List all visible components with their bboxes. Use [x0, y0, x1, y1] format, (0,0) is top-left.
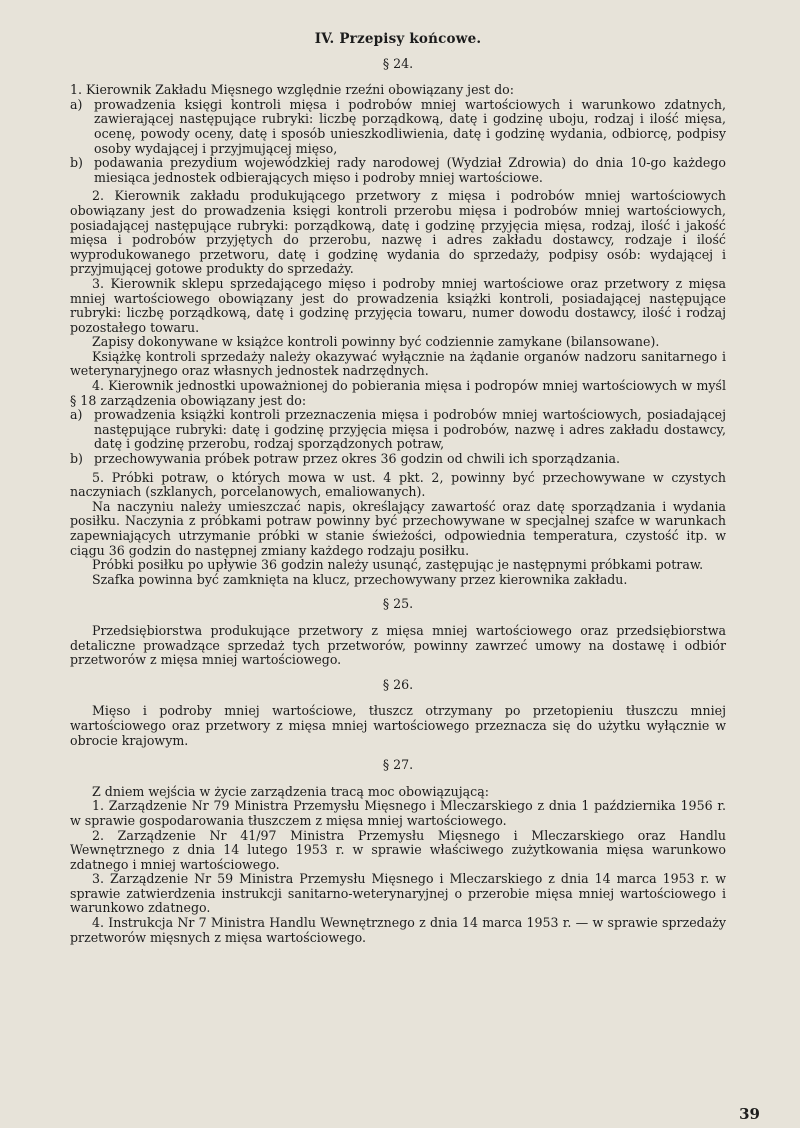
s24-p3: 3. Kierownik sklepu sprzedającego mięso i podroby mniej wartościowe oraz przetwory z mięsa mniej wartościowego obowiązany jest do prowadzenia książki kontroli, posiadającej następujące rubryki: liczbę porządkową, datę i godzinę przyjęcia towaru, numer dowodu dostawcy, ilość i rodzaj pozostałego towaru. — [70, 275, 726, 335]
s24-p4-a-text: prowadzenia książki kontroli przeznaczenia mięsa i podrobów mniej wartościowych, posiadającej następujące rubryki: datę i godzinę przyjęcia mięsa i podrobów, nazwę i adres zakładu dostawcy, datę i godzinę przerobu, rodzaj sporządzonych potraw, — [94, 407, 726, 452]
s24-p3b: Zapisy dokonywane w książce kontroli powinny być codziennie zamykane (bilansowane). — [92, 334, 660, 350]
page-number: 39 — [739, 1105, 760, 1124]
s24-p2: 2. Kierownik zakładu produkującego przetwory z mięsa i podrobów mniej wartościowych obowiązany jest do prowadzenia księgi kontroli przerobu mięsa i podrobów mniej wartościowych, posiadającej następujące rubryki: porządkową, datę i godzinę przyjęcia mięsa, rodzaj, ilość i jakość mięsa i podrobów przyjętych do przerobu, nazwę i adres zakładu dostawcy, rodzaje i ilość wyprodukowanego przetworu, datę i godzinę wydania do sprzedaży, podpisy osób: wydającej i przyjmującej gotowe produkty do sprzedaży. — [70, 188, 726, 277]
s24-p1-b-text: podawania prezydium wojewódzkiej rady narodowej (Wydział Zdrowia) do dnia 10-go każdego miesiąca jednostek odbierających mięso i podroby mniej wartościowe. — [94, 155, 726, 185]
section-26-heading: § 26. — [382, 676, 414, 692]
s27-item-1: 1. Zarządzenie Nr 79 Ministra Przemysłu Mięsnego i Mleczarskiego z dnia 1 października 1956 r. w sprawie gospodarowania tłuszczem z mięsa mniej wartościowego. — [70, 798, 726, 828]
s24-p4-b — [70, 452, 726, 467]
s24-p4-intro: 4. Kierownik jednostki upoważnionej do pobierania mięsa i podropów mniej wartościowych w myśl § 18 zarządzenia obowiązany jest do: — [70, 378, 726, 408]
s26-text: Mięso i podroby mniej wartościowe, tłuszcz otrzymany po przetopieniu tłuszczu mniej wartościowego oraz przetwory z mięsa mniej wartościowego przeznacza się do użytku wyłącznie w obrocie krajowym. — [70, 703, 726, 748]
s24-p4-b-text: przechowywania próbek potraw przez okres 36 godzin od chwili ich sporządzania. — [94, 451, 621, 467]
s27-intro: Z dniem wejścia w życie zarządzenia tracą moc obowiązującą: — [92, 783, 489, 799]
s24-p4-a-label: a) — [70, 407, 83, 423]
section-27-heading: § 27. — [382, 757, 414, 773]
s24-p4-b-label: b) — [70, 451, 83, 467]
s25-text: Przedsiębiorstwa produkujące przetwory z mięsa mniej wartościowego oraz przedsiębiorstwa detaliczne prowadzące sprzedaż tych przetworów, powinny zawrzeć umowy na dostawę i odbiór przetworów z mięsa mniej wartościowego. — [70, 622, 726, 668]
chapter-title: IV. Przepisy końcowe. — [314, 31, 482, 47]
s24-p5c: Próbki posiłku po upływie 36 godzin należy usunąć, zastępując je następnymi próbkami potraw. — [92, 557, 704, 573]
s24-p3c: Książkę kontroli sprzedaży należy okazywać wyłącznie na żądanie organów nadzoru sanitarnego i weterynaryjnego oraz własnych jednostek nadrzędnych. — [70, 348, 726, 379]
s27-item-2: 2. Zarządzenie Nr 41/97 Ministra Przemysłu Mięsnego i Mleczarskiego oraz Handlu Wewnętrznego z dnia 14 lutego 1953 r. w sprawie właściwego zużytkowania mięsa warunkowo zdatnego i mniej wartościowego. — [70, 827, 726, 872]
s24-p4-a — [70, 408, 726, 452]
s24-p1-a-text: prowadzenia księgi kontroli mięsa i podrobów mniej wartościowych i warunkowo zdatnych, zawierającej następujące rubryki: liczbę porządkową, datę i godzinę uboju, rodzaj i ilość mięsa, ocenę, powody oceny, datę i sposób unieszkodliwienia, datę i godzinę wydania, odbiorcę, podpisy osoby wydającej i przyjmującej mięso, — [94, 96, 726, 156]
s24-p1-b-label: b) — [70, 155, 83, 171]
s24-p5b: Na naczyniu należy umieszczać napis, określający zawartość oraz datę sporządzania i wydania posiłku. Naczynia z próbkami potraw powinny być przechowywane w specjalnej szafce w warunkach zapewniających utrzymanie próbki w stanie świeżości, odpowiednia temperatura, czystość itp. w ciągu 36 godzin do następnej zmiany każdego rodzaju posiłku. — [70, 498, 726, 558]
section-25-heading: § 25. — [382, 596, 414, 612]
s24-p1-a-label: a) — [70, 96, 83, 112]
s24-p5d: Szafka powinna być zamknięta na klucz, przechowywany przez kierownika zakładu. — [92, 571, 628, 587]
s27-item-3: 3. Zarządzenie Nr 59 Ministra Przemysłu Mięsnego i Mleczarskiego z dnia 14 marca 1953 r. w sprawie zatwierdzenia instrukcji sanitarno-weterynaryjnej o przerobie mięsa mniej wartościowego i warunkowo zdatnego. — [70, 871, 726, 916]
s24-p1-intro: 1. Kierownik Zakładu Mięsnego względnie rzeźni obowiązany jest do: — [70, 82, 514, 98]
s24-p5: 5. Próbki potraw, o których mowa w ust. 4 pkt. 2, powinny być przechowywane w czystych naczyniach (szklanych, porcelanowych, emaliowanych). — [70, 469, 726, 500]
s24-p1-b — [70, 156, 726, 185]
s27-item-4: 4. Instrukcja Nr 7 Ministra Handlu Wewnętrznego z dnia 14 marca 1953 r. — w sprawie sprzedaży przetworów mięsnych z mięsa wartościowego. — [70, 915, 726, 945]
s24-p1-a — [70, 98, 726, 156]
section-24-heading: § 24. — [382, 55, 414, 71]
